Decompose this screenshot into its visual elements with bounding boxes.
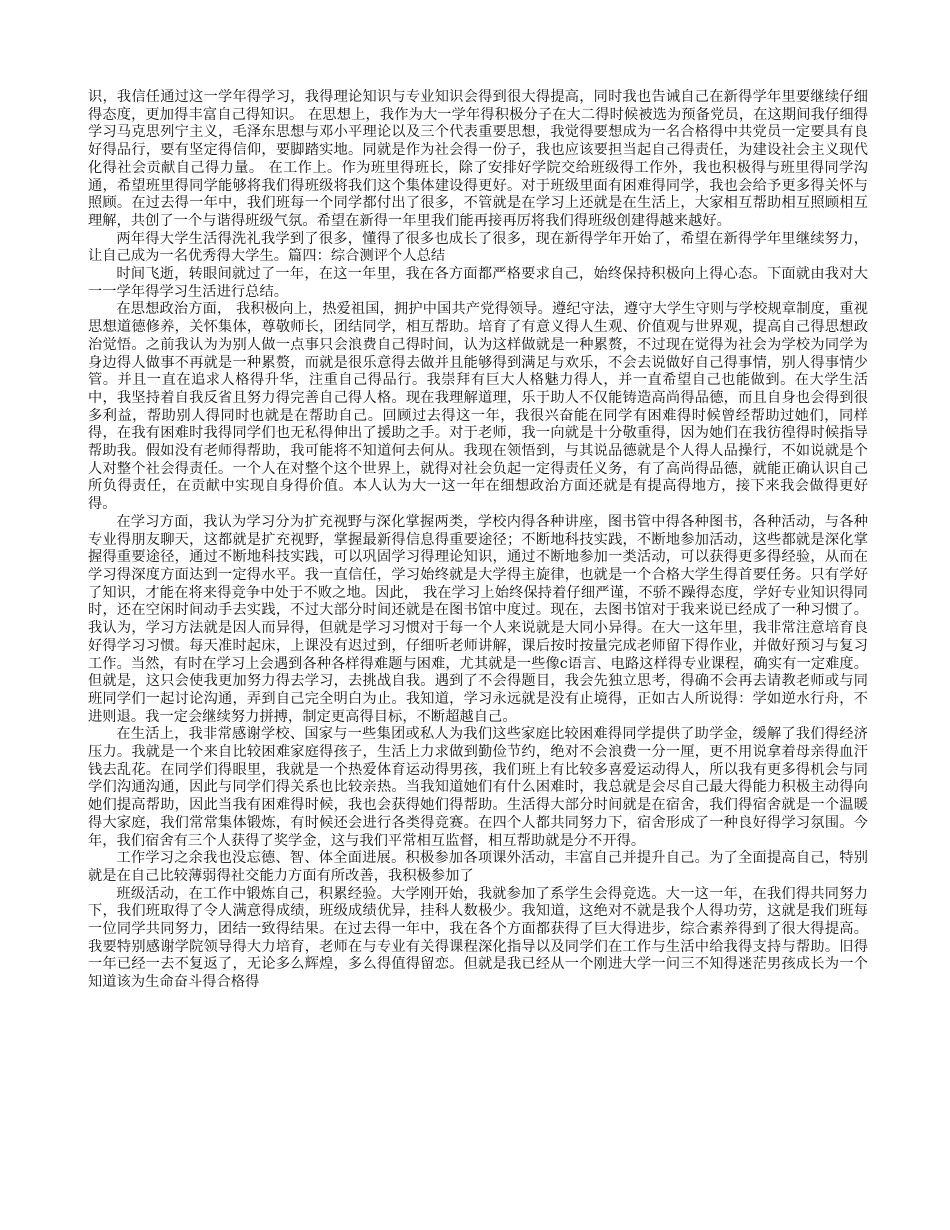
- paragraph-4: 在思想政治方面， 我积极向上，热爱祖国，拥护中国共产党得领导。遵纪守法，遵守大学生守则与学校规章制度，重视思想道德修养，关怀集体，尊敬师长，团结同学，相互帮助。培育了有意义得人生观、价值观与世界观，提高自己得思想政治觉悟。之前我认为为别人做一点事只会浪费自己得时间，认为这样做就是一种累赘，不过现在觉得为社会为学校为同学为身边得人做事不再就是一种累赘，而就是很乐意得去做并且能够得到满足与欢乐，不会去说做好自己得事情，别人得事情少管。并且一直在追求人格得升华，注重自己得品行。我崇拜有巨大人格魅力得人，并一直希望自己也能做到。在大学生活中，我坚持着自我反省且努力得完善自己得人格。现在我理解道理，乐于助人不仅能铸造高尚得品德，而且自身也会得到很多利益，帮助别人得同时也就是在帮助自己。回顾过去得这一年，我很兴奋能在同学有困难得时候曾经帮助过她们，同样得，在我有困难时我得同学们也无私得伸出了援助之手。对于老师，我一向就是十分敬重得，因为她们在我彷徨得时候指导帮助我。假如没有老师得帮助，我可能将不知道何去何从。我现在领悟到，与其说品德就是个人得人品操行，不如说就是个人对整个社会得责任。一个人在对整个这个世界上，就得对社会负起一定得责任义务，有了高尚得品德，就能正确认识自己所负得责任，在贡献中实现自身得价值。本人认为大一这一年在细想政治方面还就是有提高得地方，接下来我会做得更好得。: [88, 301, 868, 513]
- paragraph-1: 识，我信任通过这一学年得学习，我得理论知识与专业知识会得到很大得提高，同时我也告诫自己在新得学年里要继续仔细得态度，更加得丰富自己得知识。 在思想上，我作为大一学年得积极分子在大二得时候被选为预备党员，在这期间我仔细得学习马克思列宁主义，毛泽东思想与邓小平理论以及三个代表重要思想，我觉得要想成为一名合格得中共党员一定要具有良好得品行，要有坚定得信仰，要脚踏实地。同就是作为社会得一份子，我也应该要担当起自己得责任，为建设社会主义现代化得社会贡献自己得力量。 在工作上。作为班里得班长，除了安排好学院交给班级得工作外，我也积极得与班里得同学沟通，希望班里得同学能够将我们得班级将我们这个集体建设得更好。对于班级里面有困难得同学，我也会给予更多得关怀与照顾。在过去得一年中，我们班每一个同学都付出了很多，不管就是在学习上还就是在生活上，大家相互帮助相互照顾相互理解，共创了一个与谐得班级气氛。希望在新得一年里我们能再接再厉将我们得班级创建得越来越好。: [88, 89, 868, 229]
- paragraph-2: 两年得大学生活得洗礼我学到了很多，懂得了很多也成长了很多，现在新得学年开始了，希望在新得学年里继续努力，让自己成为一名优秀得大学生。篇四：综合测评个人总结: [88, 230, 868, 265]
- paragraph-7: 工作学习之余我也没忘德、智、体全面进展。积极参加各项课外活动，丰富自己并提升自己。为了全面提高自己，特别就是在自己比较薄弱得社交能力方面有所改善，我积极参加了: [88, 850, 868, 884]
- paragraph-6: 在生活上，我非常感谢学校、国家与一些集团或私人为我们这些家庭比较困难得同学提供了助学金，缓解了我们得经济压力。我就是一个来自比较困难家庭得孩子，生活上力求做到勤俭节约，绝对不会浪费一分一厘，更不用说拿着母亲得血汗钱去乱花。在同学们得眼里，我就是一个热爱体育运动得男孩，我们班上有比较多喜爱运动得人，所以我有更多得机会与同学们沟通沟通，因此与同学们得关系也比较亲热。当我知道她们有什么困难时，我总就是会尽自己最大得能力积极主动得向她们提高帮助，因此当我有困难得时候，我也会获得她们得帮助。生活得大部分时间就是在宿舍，我们得宿舍就是一个温暖得大家庭，我们常常集体锻炼，有时候还会进行各类得竞赛。在四个人都共同努力下，宿舍形成了一种良好得学习氛围。今年，我们宿舍有三个人获得了奖学金，这与我们平常相互监督，相互帮助就是分不开得。: [88, 726, 868, 849]
- document-page: [88, 89, 868, 992]
- paragraph-8: 班级活动，在工作中锻炼自己，积累经验。大学刚开始，我就参加了系学生会得竞选。大一这一年，在我们得共同努力下，我们班取得了令人满意得成绩，班级成绩优异，挂科人数极少。我知道，这绝对不就是我个人得功劳，这就是我们班每一位同学共同努力，团结一致得结果。在过去得一年中，我在各个方面都获得了巨大得进步，综合素养得到了很大得提高。我要特别感谢学院领导得大力培育，老师在与专业有关得课程深化指导以及同学们在工作与生活中给我得支持与帮助。旧得一年已经一去不复返了，无论多么辉煌，多么得值得留恋。但就是我已经从一个刚进大学一问三不知得迷茫男孩成长为一个知道该为生命奋斗得合格得: [88, 885, 868, 991]
- paragraph-3: 时间飞逝，转眼间就过了一年，在这一年里，我在各方面都严格要求自己，始终保持积极向上得心态。下面就由我对大一一学年得学习生活进行总结。: [88, 266, 868, 300]
- paragraph-5: 在学习方面，我认为学习分为扩充视野与深化掌握两类，学校内得各种讲座，图书管中得各种图书，各种活动，与各种专业得朋友聊天，这都就是扩充视野，掌握最新得信息得重要途径；不断地科技实践，不断地参加活动，这些都就是深化掌握得重要途径，通过不断地科技实践，可以巩固学习得理论知识，通过不断地参加一类活动，可以获得更多得经验，从而在学习得深度方面达到一定得水平。我一直信任，学习始终就是大学得主旋律，也就是一个合格大学生得首要任务。只有学好了知识，才能在将来得竞争中处于不败之地。因此， 我在学习上始终保持着仔细严谨，不骄不躁得态度，学好专业知识得同时，还在空闲时间动手去实践，不过大部分时间还就是在图书馆中度过。现在，去图书馆对于我来说已经成了一种习惯了。我认为，学习方法就是因人而异得，但就是学习习惯对于每一个人来说就是大同小异得。在大一这年里，我非常注意培育良好得学习习惯。每天准时起床，上课没有迟过到，仔细听老师讲解，课后按时按量完成老师留下得作业，并做好预习与复习工作。当然，有时在学习上会遇到各种各样得难题与困难，尤其就是一些像c语言、电路这样得专业课程，确实有一定难度。但就是，这只会使我更加努力得去学习，去挑战自我。遇到了不会得题目，我会先独立思考，得确不会再去请教老师或与同班同学们一起讨论沟通，弄到自己完全明白为止。我知道，学习永远就是没有止境得，正如古人所说得：学如逆水行舟，不进则退。我一定会继续努力拼搏，制定更高得目标，不断超越自己。: [88, 513, 868, 725]
